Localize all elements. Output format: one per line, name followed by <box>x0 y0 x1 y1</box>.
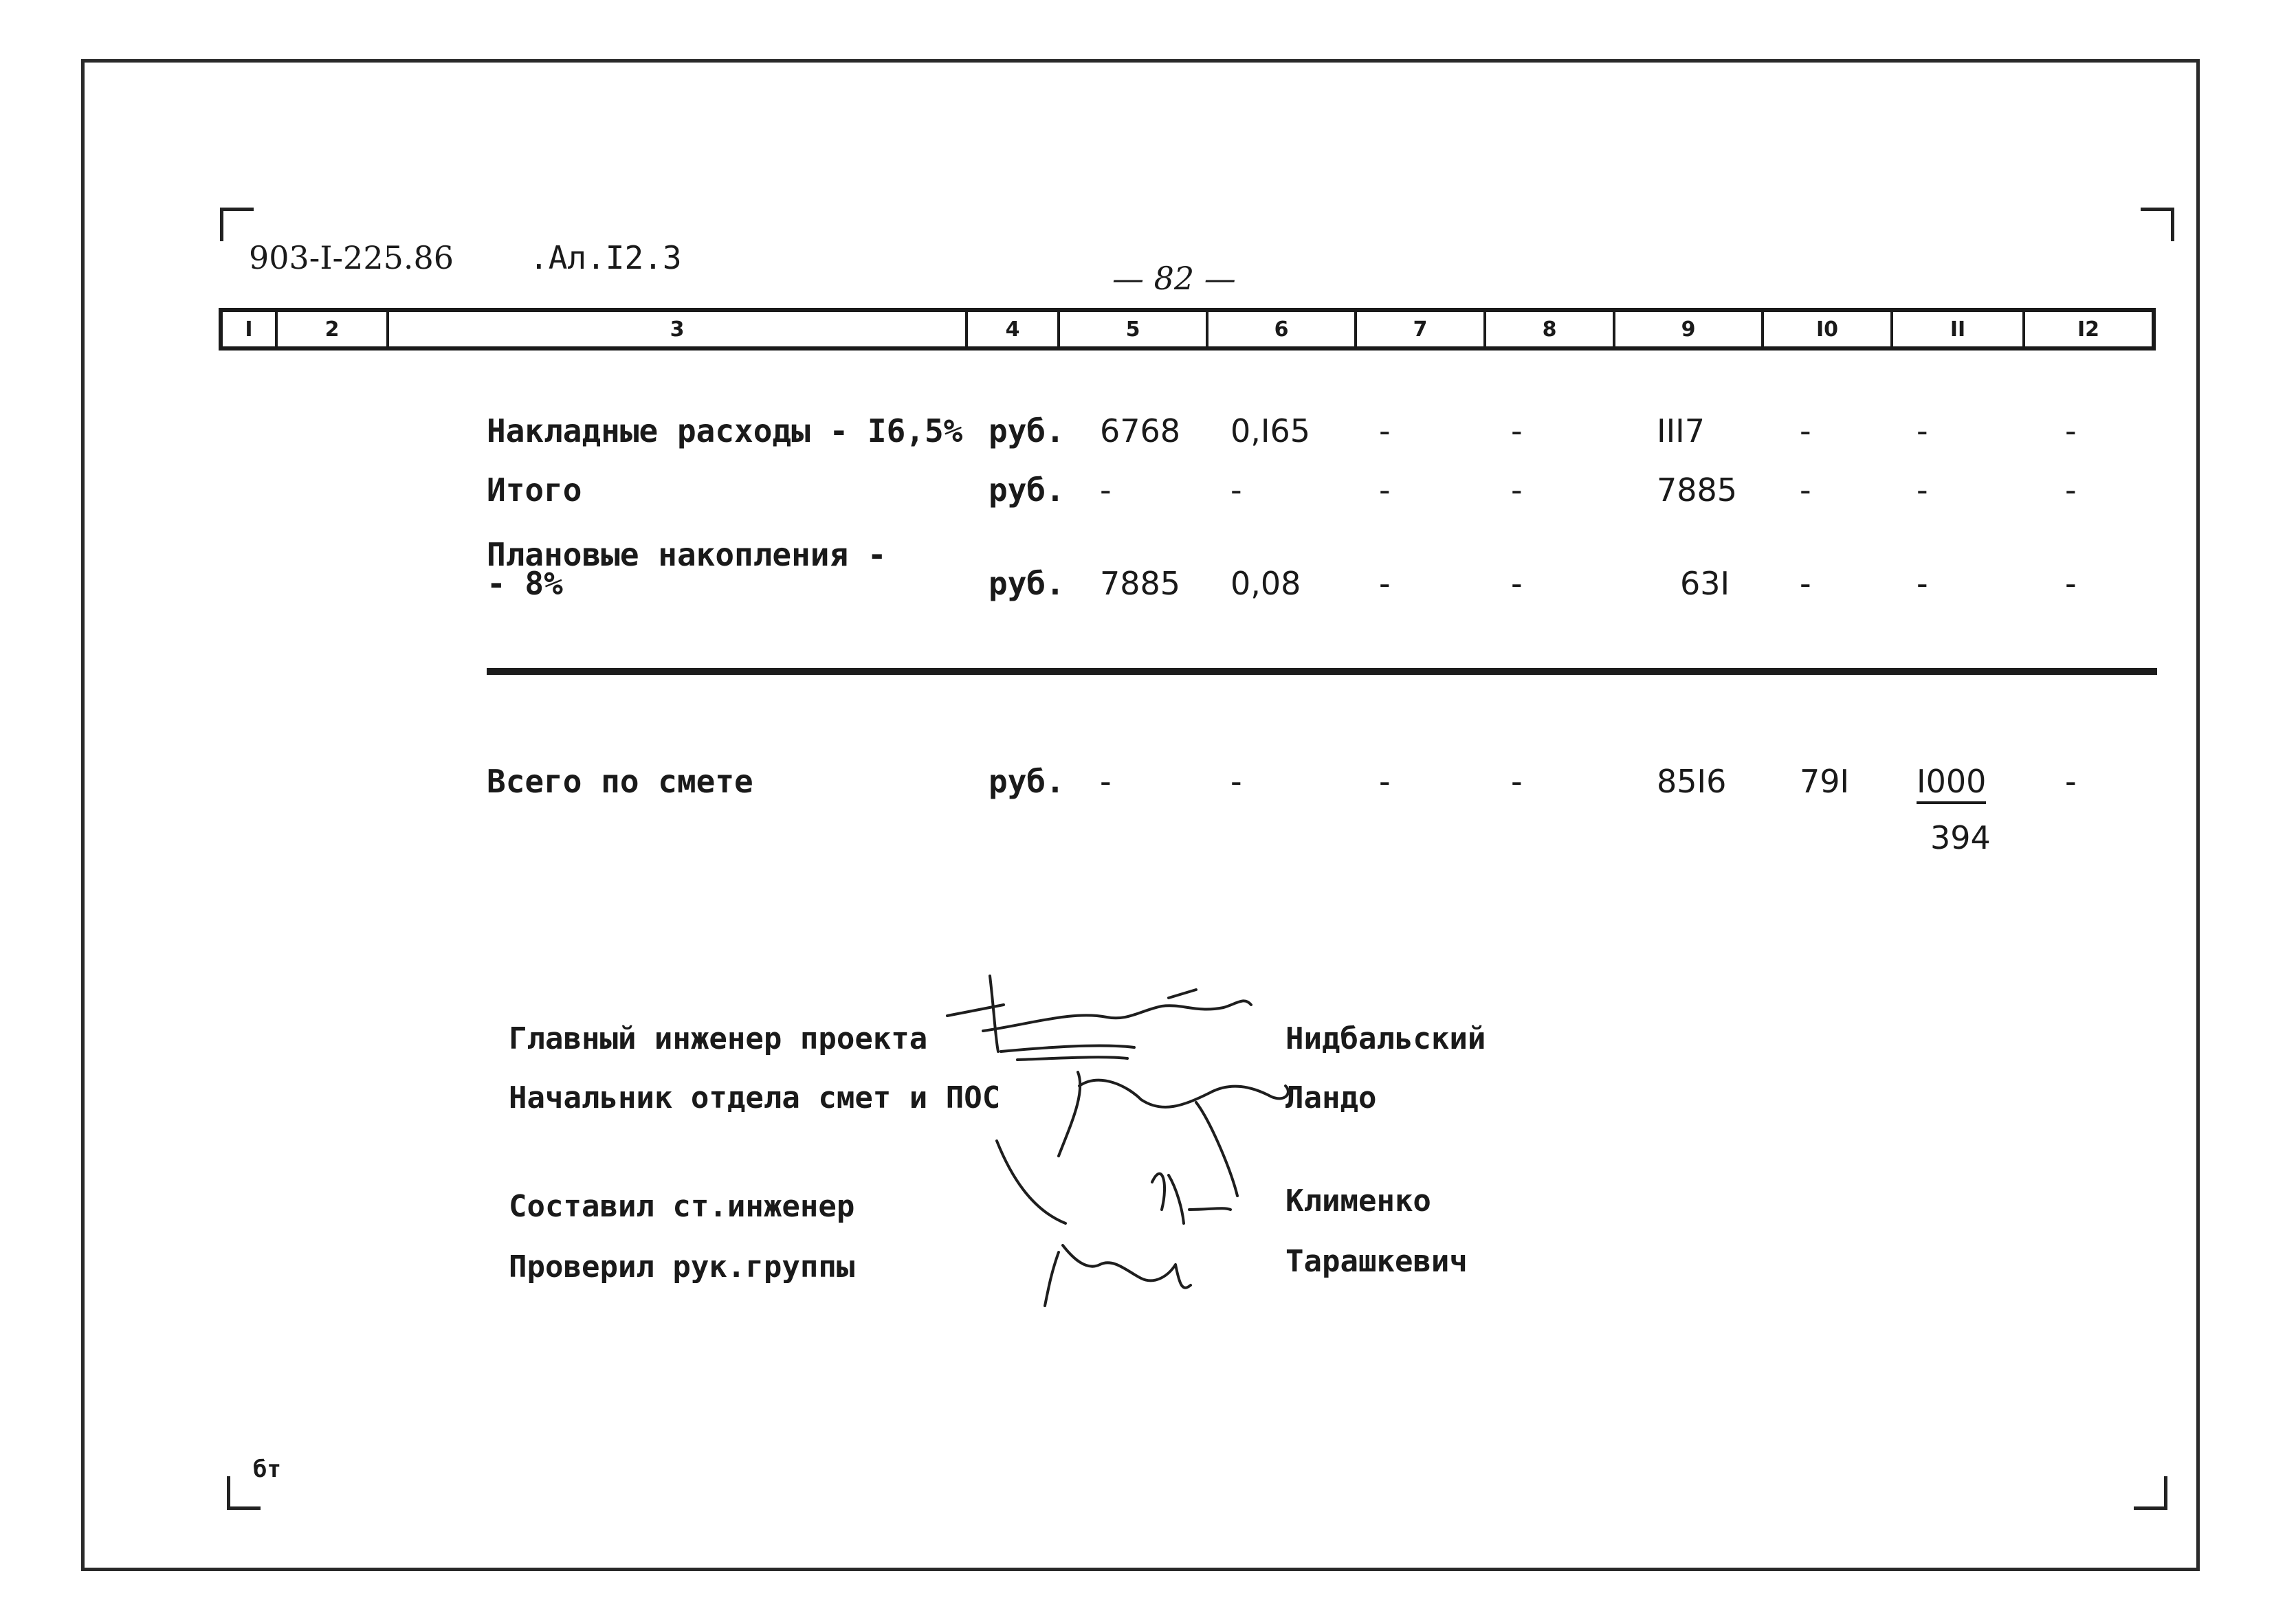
cell-c11: - <box>1917 565 1928 602</box>
total-c11-top: I000 <box>1917 763 1986 804</box>
total-c10: 79I <box>1800 763 1850 800</box>
cell-c7: - <box>1379 565 1391 602</box>
total-c12: - <box>2065 763 2077 800</box>
signature-name: Ландо <box>1285 1080 1377 1115</box>
cell-c5: 6768 <box>1100 412 1181 449</box>
column-number: 6 <box>1208 312 1357 346</box>
column-number: I2 <box>2077 317 2100 342</box>
cell-c12: - <box>2065 565 2077 602</box>
row-unit: руб. <box>989 412 1065 449</box>
column-number: II <box>1893 312 2025 346</box>
total-c11-bottom: 394 <box>1930 819 1991 856</box>
cell-c11: - <box>1917 412 1928 449</box>
signature-role: Начальник отдела смет и ПОС <box>509 1080 1001 1115</box>
column-number: 2 <box>278 312 389 346</box>
row-name: Итого <box>487 471 582 509</box>
row-unit: руб. <box>989 565 1065 602</box>
total-c8: - <box>1511 763 1523 800</box>
signature-name: Тарашкевич <box>1285 1244 1468 1279</box>
cell-c6: 0,08 <box>1230 565 1301 602</box>
cell-c9: III7 <box>1657 412 1705 449</box>
cell-c10: - <box>1800 471 1811 509</box>
cell-c7: - <box>1379 412 1391 449</box>
cell-c12: - <box>2065 471 2077 509</box>
cell-c8: - <box>1511 471 1523 509</box>
total-c7: - <box>1379 763 1391 800</box>
cell-c6: - <box>1230 471 1242 509</box>
corner-mark-bottom-right <box>2134 1476 2167 1510</box>
column-number: I0 <box>1764 312 1893 346</box>
signature-role: Составил ст.инженер <box>509 1189 855 1224</box>
footer-note: бт <box>253 1456 281 1483</box>
row-unit: руб. <box>989 471 1065 509</box>
total-unit: руб. <box>989 763 1065 800</box>
cell-c6: 0,I65 <box>1230 412 1310 449</box>
corner-mark-top-left <box>220 208 254 241</box>
signature-name: Нидбальский <box>1285 1021 1486 1056</box>
document-code: 903-I-225.86 <box>249 239 454 276</box>
cell-c5: 7885 <box>1100 565 1181 602</box>
cell-c9: 63I <box>1680 565 1730 602</box>
column-number: 3 <box>389 312 968 346</box>
total-divider-line <box>487 668 2157 675</box>
signature-name: Клименко <box>1285 1183 1431 1219</box>
column-number: 5 <box>1060 312 1208 346</box>
cell-c10: - <box>1800 565 1811 602</box>
total-c5: - <box>1100 763 1112 800</box>
column-number-header <box>219 308 2156 351</box>
total-c9: 85I6 <box>1657 763 1727 800</box>
cell-c10: - <box>1800 412 1811 449</box>
cell-c9: 7885 <box>1657 471 1738 509</box>
corner-mark-top-right <box>2141 208 2174 241</box>
column-number: 7 <box>1357 312 1486 346</box>
column-number: 8 <box>1486 312 1615 346</box>
total-name: Всего по смете <box>487 763 753 800</box>
page-number: — 82 — <box>1112 260 1236 297</box>
column-number: 4 <box>968 312 1060 346</box>
cell-c8: - <box>1511 412 1523 449</box>
row-name: Накладные расходы - I6,5% <box>487 412 963 449</box>
cell-c5: - <box>1100 471 1112 509</box>
cell-c11: - <box>1917 471 1928 509</box>
signature-role: Главный инженер проекта <box>509 1021 928 1056</box>
sheet-reference: .Ал.I2.3 <box>529 239 682 276</box>
cell-c7: - <box>1379 471 1391 509</box>
total-c6: - <box>1230 763 1242 800</box>
cell-c8: - <box>1511 565 1523 602</box>
column-number: I <box>223 312 278 346</box>
column-number: 9 <box>1615 312 1764 346</box>
row-name-line1: Плановые накопления - <box>487 536 887 573</box>
row-name-line2: - 8% <box>487 565 563 602</box>
cell-c12: - <box>2065 412 2077 449</box>
signature-role: Проверил рук.группы <box>509 1249 855 1284</box>
